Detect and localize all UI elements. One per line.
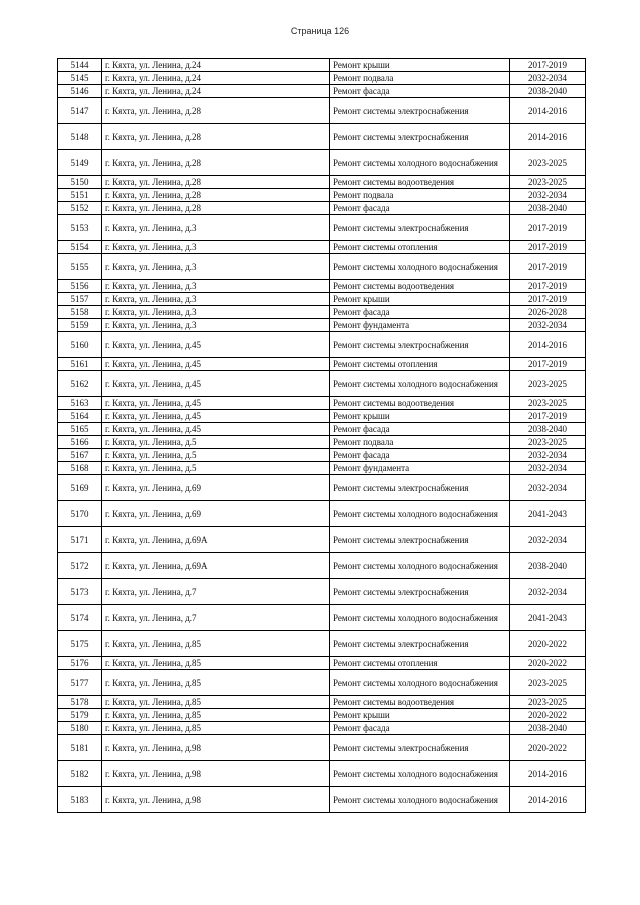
- row-number-cell: 5150: [58, 176, 102, 189]
- row-number-cell: 5183: [58, 787, 102, 813]
- row-number-cell: 5177: [58, 670, 102, 696]
- work-type-cell: Ремонт подвала: [330, 436, 510, 449]
- work-type-cell: Ремонт фасада: [330, 722, 510, 735]
- work-type-cell: Ремонт системы холодного водоснабжения: [330, 501, 510, 527]
- row-number-cell: 5146: [58, 85, 102, 98]
- period-cell: 2014-2016: [510, 332, 586, 358]
- address-cell: г. Кяхта, ул. Ленина, д.28: [102, 150, 330, 176]
- row-number-cell: 5153: [58, 215, 102, 241]
- table-row: [58, 319, 586, 332]
- period-cell: 2023-2025: [510, 696, 586, 709]
- work-type-cell: Ремонт фасада: [330, 449, 510, 462]
- period-cell: 2032-2034: [510, 449, 586, 462]
- work-type-cell: Ремонт фасада: [330, 423, 510, 436]
- row-number-cell: 5156: [58, 280, 102, 293]
- period-cell: 2038-2040: [510, 722, 586, 735]
- row-number-cell: 5170: [58, 501, 102, 527]
- period-cell: 2041-2043: [510, 605, 586, 631]
- row-number-cell: 5176: [58, 657, 102, 670]
- address-cell: г. Кяхта, ул. Ленина, д.45: [102, 371, 330, 397]
- table-row: [58, 631, 586, 657]
- address-cell: г. Кяхта, ул. Ленина, д.3: [102, 280, 330, 293]
- work-type-cell: Ремонт системы электроснабжения: [330, 631, 510, 657]
- table-row: [58, 722, 586, 735]
- period-cell: 2014-2016: [510, 787, 586, 813]
- table-row: [58, 397, 586, 410]
- period-cell: 2023-2025: [510, 436, 586, 449]
- table-row: [58, 358, 586, 371]
- address-cell: г. Кяхта, ул. Ленина, д.5: [102, 462, 330, 475]
- row-number-cell: 5168: [58, 462, 102, 475]
- row-number-cell: 5163: [58, 397, 102, 410]
- row-number-cell: 5159: [58, 319, 102, 332]
- table-row: [58, 527, 586, 553]
- period-cell: 2017-2019: [510, 241, 586, 254]
- period-cell: 2038-2040: [510, 423, 586, 436]
- work-type-cell: Ремонт крыши: [330, 410, 510, 423]
- period-cell: 2032-2034: [510, 579, 586, 605]
- address-cell: г. Кяхта, ул. Ленина, д.24: [102, 59, 330, 72]
- work-type-cell: Ремонт фасада: [330, 202, 510, 215]
- address-cell: г. Кяхта, ул. Ленина, д.3: [102, 254, 330, 280]
- table-row: [58, 670, 586, 696]
- address-cell: г. Кяхта, ул. Ленина, д.85: [102, 709, 330, 722]
- row-number-cell: 5169: [58, 475, 102, 501]
- work-type-cell: Ремонт системы холодного водоснабжения: [330, 371, 510, 397]
- work-type-cell: Ремонт крыши: [330, 709, 510, 722]
- table-row: [58, 371, 586, 397]
- table-row: [58, 254, 586, 280]
- work-type-cell: Ремонт системы электроснабжения: [330, 124, 510, 150]
- work-type-cell: Ремонт системы холодного водоснабжения: [330, 787, 510, 813]
- row-number-cell: 5165: [58, 423, 102, 436]
- period-cell: 2017-2019: [510, 410, 586, 423]
- row-number-cell: 5167: [58, 449, 102, 462]
- period-cell: 2023-2025: [510, 670, 586, 696]
- table-row: [58, 553, 586, 579]
- table-row: [58, 462, 586, 475]
- address-cell: г. Кяхта, ул. Ленина, д.3: [102, 306, 330, 319]
- table-row: [58, 280, 586, 293]
- period-cell: 2017-2019: [510, 254, 586, 280]
- row-number-cell: 5174: [58, 605, 102, 631]
- address-cell: г. Кяхта, ул. Ленина, д.28: [102, 202, 330, 215]
- row-number-cell: 5144: [58, 59, 102, 72]
- period-cell: 2032-2034: [510, 527, 586, 553]
- work-type-cell: Ремонт подвала: [330, 189, 510, 202]
- period-cell: 2038-2040: [510, 85, 586, 98]
- page-header: Страница 126: [290, 26, 350, 36]
- period-cell: 2014-2016: [510, 124, 586, 150]
- work-type-cell: Ремонт системы электроснабжения: [330, 98, 510, 124]
- work-type-cell: Ремонт системы водоотведения: [330, 696, 510, 709]
- period-cell: 2023-2025: [510, 150, 586, 176]
- work-type-cell: Ремонт системы холодного водоснабжения: [330, 761, 510, 787]
- period-cell: 2014-2016: [510, 761, 586, 787]
- address-cell: г. Кяхта, ул. Ленина, д.3: [102, 215, 330, 241]
- address-cell: г. Кяхта, ул. Ленина, д.45: [102, 397, 330, 410]
- row-number-cell: 5155: [58, 254, 102, 280]
- address-cell: г. Кяхта, ул. Ленина, д.3: [102, 241, 330, 254]
- row-number-cell: 5175: [58, 631, 102, 657]
- table-row: [58, 449, 586, 462]
- row-number-cell: 5178: [58, 696, 102, 709]
- period-cell: 2014-2016: [510, 98, 586, 124]
- period-cell: 2023-2025: [510, 397, 586, 410]
- address-cell: г. Кяхта, ул. Ленина, д.24: [102, 85, 330, 98]
- period-cell: 2038-2040: [510, 553, 586, 579]
- row-number-cell: 5145: [58, 72, 102, 85]
- row-number-cell: 5171: [58, 527, 102, 553]
- row-number-cell: 5160: [58, 332, 102, 358]
- period-cell: 2032-2034: [510, 319, 586, 332]
- registry-table: [57, 58, 586, 813]
- address-cell: г. Кяхта, ул. Ленина, д.28: [102, 189, 330, 202]
- address-cell: г. Кяхта, ул. Ленина, д.5: [102, 449, 330, 462]
- table-row: [58, 176, 586, 189]
- table-row: [58, 709, 586, 722]
- period-cell: 2017-2019: [510, 215, 586, 241]
- table-row: [58, 579, 586, 605]
- table-row: [58, 735, 586, 761]
- row-number-cell: 5179: [58, 709, 102, 722]
- period-cell: 2038-2040: [510, 202, 586, 215]
- address-cell: г. Кяхта, ул. Ленина, д.7: [102, 605, 330, 631]
- row-number-cell: 5157: [58, 293, 102, 306]
- table-row: [58, 72, 586, 85]
- work-type-cell: Ремонт системы электроснабжения: [330, 475, 510, 501]
- table-row: [58, 787, 586, 813]
- table-row: [58, 475, 586, 501]
- work-type-cell: Ремонт системы холодного водоснабжения: [330, 254, 510, 280]
- row-number-cell: 5154: [58, 241, 102, 254]
- registry-table-body: [58, 59, 586, 813]
- table-row: [58, 85, 586, 98]
- period-cell: 2041-2043: [510, 501, 586, 527]
- table-row: [58, 657, 586, 670]
- address-cell: г. Кяхта, ул. Ленина, д.98: [102, 787, 330, 813]
- work-type-cell: Ремонт фундамента: [330, 462, 510, 475]
- table-row: [58, 59, 586, 72]
- address-cell: г. Кяхта, ул. Ленина, д.45: [102, 332, 330, 358]
- address-cell: г. Кяхта, ул. Ленина, д.24: [102, 72, 330, 85]
- period-cell: 2017-2019: [510, 293, 586, 306]
- table-row: [58, 761, 586, 787]
- work-type-cell: Ремонт системы холодного водоснабжения: [330, 150, 510, 176]
- address-cell: г. Кяхта, ул. Ленина, д.98: [102, 761, 330, 787]
- row-number-cell: 5152: [58, 202, 102, 215]
- row-number-cell: 5162: [58, 371, 102, 397]
- work-type-cell: Ремонт системы холодного водоснабжения: [330, 670, 510, 696]
- address-cell: г. Кяхта, ул. Ленина, д.28: [102, 98, 330, 124]
- table-row: [58, 215, 586, 241]
- row-number-cell: 5158: [58, 306, 102, 319]
- address-cell: г. Кяхта, ул. Ленина, д.69А: [102, 553, 330, 579]
- address-cell: г. Кяхта, ул. Ленина, д.7: [102, 579, 330, 605]
- row-number-cell: 5180: [58, 722, 102, 735]
- table-row: [58, 605, 586, 631]
- row-number-cell: 5173: [58, 579, 102, 605]
- table-row: [58, 306, 586, 319]
- period-cell: 2032-2034: [510, 72, 586, 85]
- address-cell: г. Кяхта, ул. Ленина, д.28: [102, 124, 330, 150]
- period-cell: 2032-2034: [510, 189, 586, 202]
- work-type-cell: Ремонт крыши: [330, 59, 510, 72]
- period-cell: 2023-2025: [510, 371, 586, 397]
- period-cell: 2017-2019: [510, 280, 586, 293]
- table-row: [58, 124, 586, 150]
- period-cell: 2020-2022: [510, 657, 586, 670]
- period-cell: 2020-2022: [510, 735, 586, 761]
- work-type-cell: Ремонт системы отопления: [330, 241, 510, 254]
- work-type-cell: Ремонт системы отопления: [330, 657, 510, 670]
- period-cell: 2032-2034: [510, 475, 586, 501]
- row-number-cell: 5182: [58, 761, 102, 787]
- address-cell: г. Кяхта, ул. Ленина, д.85: [102, 670, 330, 696]
- table-row: [58, 332, 586, 358]
- work-type-cell: Ремонт системы электроснабжения: [330, 735, 510, 761]
- address-cell: г. Кяхта, ул. Ленина, д.69А: [102, 527, 330, 553]
- table-row: [58, 423, 586, 436]
- work-type-cell: Ремонт системы электроснабжения: [330, 332, 510, 358]
- work-type-cell: Ремонт системы холодного водоснабжения: [330, 553, 510, 579]
- address-cell: г. Кяхта, ул. Ленина, д.45: [102, 410, 330, 423]
- work-type-cell: Ремонт системы холодного водоснабжения: [330, 605, 510, 631]
- period-cell: 2017-2019: [510, 59, 586, 72]
- table-row: [58, 202, 586, 215]
- address-cell: г. Кяхта, ул. Ленина, д.85: [102, 631, 330, 657]
- table-row: [58, 501, 586, 527]
- row-number-cell: 5166: [58, 436, 102, 449]
- row-number-cell: 5161: [58, 358, 102, 371]
- work-type-cell: Ремонт системы водоотведения: [330, 176, 510, 189]
- row-number-cell: 5151: [58, 189, 102, 202]
- row-number-cell: 5149: [58, 150, 102, 176]
- work-type-cell: Ремонт системы электроснабжения: [330, 215, 510, 241]
- address-cell: г. Кяхта, ул. Ленина, д.45: [102, 423, 330, 436]
- row-number-cell: 5148: [58, 124, 102, 150]
- work-type-cell: Ремонт системы водоотведения: [330, 280, 510, 293]
- work-type-cell: Ремонт крыши: [330, 293, 510, 306]
- table-row: [58, 293, 586, 306]
- period-cell: 2026-2028: [510, 306, 586, 319]
- address-cell: г. Кяхта, ул. Ленина, д.28: [102, 176, 330, 189]
- period-cell: 2032-2034: [510, 462, 586, 475]
- work-type-cell: Ремонт фасада: [330, 85, 510, 98]
- address-cell: г. Кяхта, ул. Ленина, д.3: [102, 319, 330, 332]
- table-row: [58, 241, 586, 254]
- row-number-cell: 5164: [58, 410, 102, 423]
- address-cell: г. Кяхта, ул. Ленина, д.69: [102, 501, 330, 527]
- address-cell: г. Кяхта, ул. Ленина, д.5: [102, 436, 330, 449]
- address-cell: г. Кяхта, ул. Ленина, д.98: [102, 735, 330, 761]
- row-number-cell: 5172: [58, 553, 102, 579]
- work-type-cell: Ремонт системы электроснабжения: [330, 579, 510, 605]
- address-cell: г. Кяхта, ул. Ленина, д.69: [102, 475, 330, 501]
- table-row: [58, 98, 586, 124]
- address-cell: г. Кяхта, ул. Ленина, д.85: [102, 722, 330, 735]
- address-cell: г. Кяхта, ул. Ленина, д.45: [102, 358, 330, 371]
- table-row: [58, 410, 586, 423]
- period-cell: 2020-2022: [510, 709, 586, 722]
- work-type-cell: Ремонт подвала: [330, 72, 510, 85]
- work-type-cell: Ремонт фасада: [330, 306, 510, 319]
- work-type-cell: Ремонт фундамента: [330, 319, 510, 332]
- period-cell: 2023-2025: [510, 176, 586, 189]
- work-type-cell: Ремонт системы отопления: [330, 358, 510, 371]
- table-row: [58, 436, 586, 449]
- work-type-cell: Ремонт системы водоотведения: [330, 397, 510, 410]
- address-cell: г. Кяхта, ул. Ленина, д.85: [102, 657, 330, 670]
- table-row: [58, 696, 586, 709]
- row-number-cell: 5147: [58, 98, 102, 124]
- period-cell: 2017-2019: [510, 358, 586, 371]
- work-type-cell: Ремонт системы электроснабжения: [330, 527, 510, 553]
- row-number-cell: 5181: [58, 735, 102, 761]
- address-cell: г. Кяхта, ул. Ленина, д.3: [102, 293, 330, 306]
- period-cell: 2020-2022: [510, 631, 586, 657]
- address-cell: г. Кяхта, ул. Ленина, д.85: [102, 696, 330, 709]
- table-row: [58, 150, 586, 176]
- table-row: [58, 189, 586, 202]
